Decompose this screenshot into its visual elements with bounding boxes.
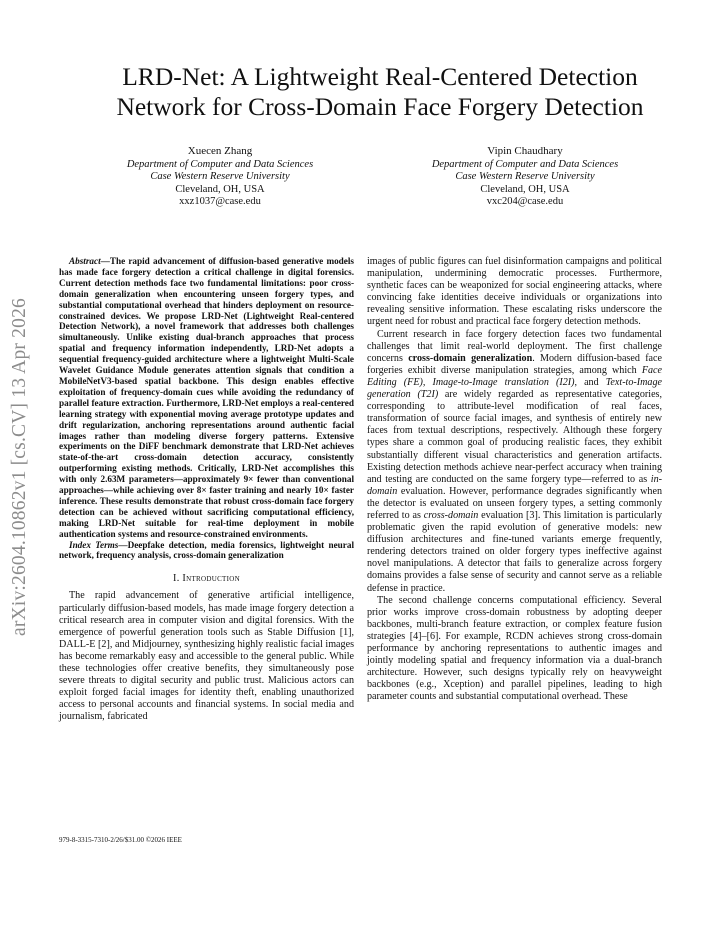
index-terms-text: —Deepfake detection, media forensics, lightweight neural network, frequency analysis, cross-domain generalization [59,539,355,561]
abstract-text: —The rapid advancement of diffusion-based generative models has made face forgery detection a critical challenge in digital forensics. Current detection methods face two fundamental limitations: poor cross-domain generalization when encountering unseen forgery types, and substantial computational overhead that hinders deployment on resource-constrained devices. We propose LRD-Net (Lightweight Real-centered Detection Network), a novel framework that addresses both challenges simultaneously. Unlike existing dual-branch approaches that process spatial and frequency information independently, LRD-Net adopts a sequential frequency-guided architecture where a lightweight Multi-Scale Wavelet Guidance Module generates attention signals that condition a MobileNetV3-based spatial backbone. This design enables effective exploitation of frequency-domain cues while avoiding the redundancy of parallel feature extraction. Furthermore, LRD-Net employs a real-centered learning strategy with exponential moving average prototype updates and drift regularization, anchoring representations around authentic facial images rather than modeling diverse forgery patterns. Extensive experiments on the DiFF benchmark demonstrate that LRD-Net achieves state-of-the-art cross-domain detection accuracy, consistently outperforming existing methods. Critically, LRD-Net accomplishes this with only 2.63M parameters—approximately 9× fewer than conventional approaches—while achieving over 8× faster training and nearly 10× faster inference. These results demonstrate that robust cross-domain face forgery detection can be achieved without sacrificing computational efficiency, making LRD-Net suitable for real-time deployment in mobile authentication systems and resource-constrained environments. [59,256,354,539]
title-line-2: Network for Cross-Domain Face Forgery Detection [116,92,644,121]
text-run: evaluation. However, performance degrades significantly when the detector is evaluated on unseen forgery types, a setting commonly referred to as [367,485,662,521]
index-terms [59,540,354,562]
bold-term: cross-domain generalization [408,352,533,364]
italic-term: Face Editing (FE), Image-to-Image translation (I2I) [367,364,662,388]
author-department: Department of Computer and Data Sciences [431,158,619,170]
left-column [59,256,354,724]
author-location: Cleveland, OH, USA [480,183,570,195]
author-email[interactable]: xxz1037@case.edu [179,196,261,208]
arxiv-stamp [0,0,40,932]
author-block-1 [70,145,370,209]
italic-term: cross-domain [423,509,479,521]
text-run: . Modern diffusion-based face forgeries exhibit diverse manipulation strategies, among which [367,352,662,376]
paper-title [40,62,720,122]
author-location: Cleveland, OH, USA [175,183,265,195]
text-run: are widely regarded as representative categories, corresponding to attribute-level modification of real faces, transformation of source facial images, and synthesis of entirely new faces from textual descriptions, respectively. Although these forgery types share a common goal of producing realistic faces, they exhibit substantially different visual characteristics and generation artifacts. Existing detection methods achieve near-perfect accuracy when training and testing are conducted on the same forgery type—referred to as [367,389,662,485]
abstract-lead: Abstract [69,256,101,266]
author-email[interactable]: vxc204@case.edu [486,196,564,208]
text-run: Current research in face forgery detection faces two fundamental challenges that limit real-world deployment. The first challenge concerns [367,328,662,364]
right-column [367,256,662,703]
author-name: Vipin Chaudhary [487,145,563,157]
intro-paragraph-efficiency: The second challenge concerns computational efficiency. Several prior works improve cross-domain robustness by adopting deeper backbones, multi-branch feature extraction, or complex feature fusion strategies [4]–[6]. For example, RCDN achieves strong cross-domain performance by anchoring representations to authentic images and jointly modeling spatial and frequency information via a dual-branch architecture. However, such designs typically rely on heavyweight backbones (e.g., Xception) and parallel pipelines, leading to high parameter counts and substantial computational overhead. These [367,594,662,703]
title-line-1: LRD-Net: A Lightweight Real-Centered Detection [122,62,638,91]
author-university: Case Western Reserve University [150,171,290,183]
index-terms-lead: Index Terms [69,539,119,550]
copyright-notice: 979-8-3315-7310-2/26/$31.00 ©2026 IEEE [59,836,182,844]
section-heading-introduction: I. Introduction [173,573,240,585]
author-university: Case Western Reserve University [455,171,595,183]
author-block-2 [375,145,675,209]
author-department: Department of Computer and Data Sciences [126,158,314,170]
intro-paragraph-challenges [367,329,662,595]
arxiv-identifier: arXiv:2604.10862v1 [cs.CV] 13 Apr 2026 [9,298,30,636]
intro-paragraph-1: The rapid advancement of generative artificial intelligence, particularly diffusion-based models, has made image forgery detection a critical research area in computer vision and digital forensics. With the emergence of powerful generation tools such as Stable Diffusion [1], DALL-E [2], and Midjourney, synthesizing highly realistic facial images has become remarkably easy and accessible to the general public. While these technologies offer creative benefits, they simultaneously pose severe threats to digital security and public trust. Malicious actors can exploit forged facial images for identity theft, enabling unauthorized access to personal accounts and financial systems. In social media and journalism, fabricated [59,590,354,723]
text-run: , and [574,376,606,388]
intro-paragraph-continued: images of public figures can fuel disinformation campaigns and political manipulation, undermining democratic processes. Furthermore, synthetic faces can be weaponized for social engineering attacks, where convincing fake identities deceive individuals or organizations into revealing sensitive information. These escalating risks underscore the urgent need for robust and practical face forgery detection methods. [367,256,662,328]
italic-term: in-domain [367,473,662,497]
author-name: Xuecen Zhang [187,145,253,157]
italic-term: Text-to-Image generation (T2I) [367,376,662,401]
text-run: evaluation [3]. This limitation is particularly problematic given the rapid evolution of generative models: new diffusion architectures and fine-tuned variants emerge frequently, rendering detectors trained on older forgery types ineffective against novel manipulations. A detector that fails to generalize across forgery domains provides a false sense of security and cannot serve as a reliable defense in practice. [367,509,662,594]
abstract [59,256,354,540]
